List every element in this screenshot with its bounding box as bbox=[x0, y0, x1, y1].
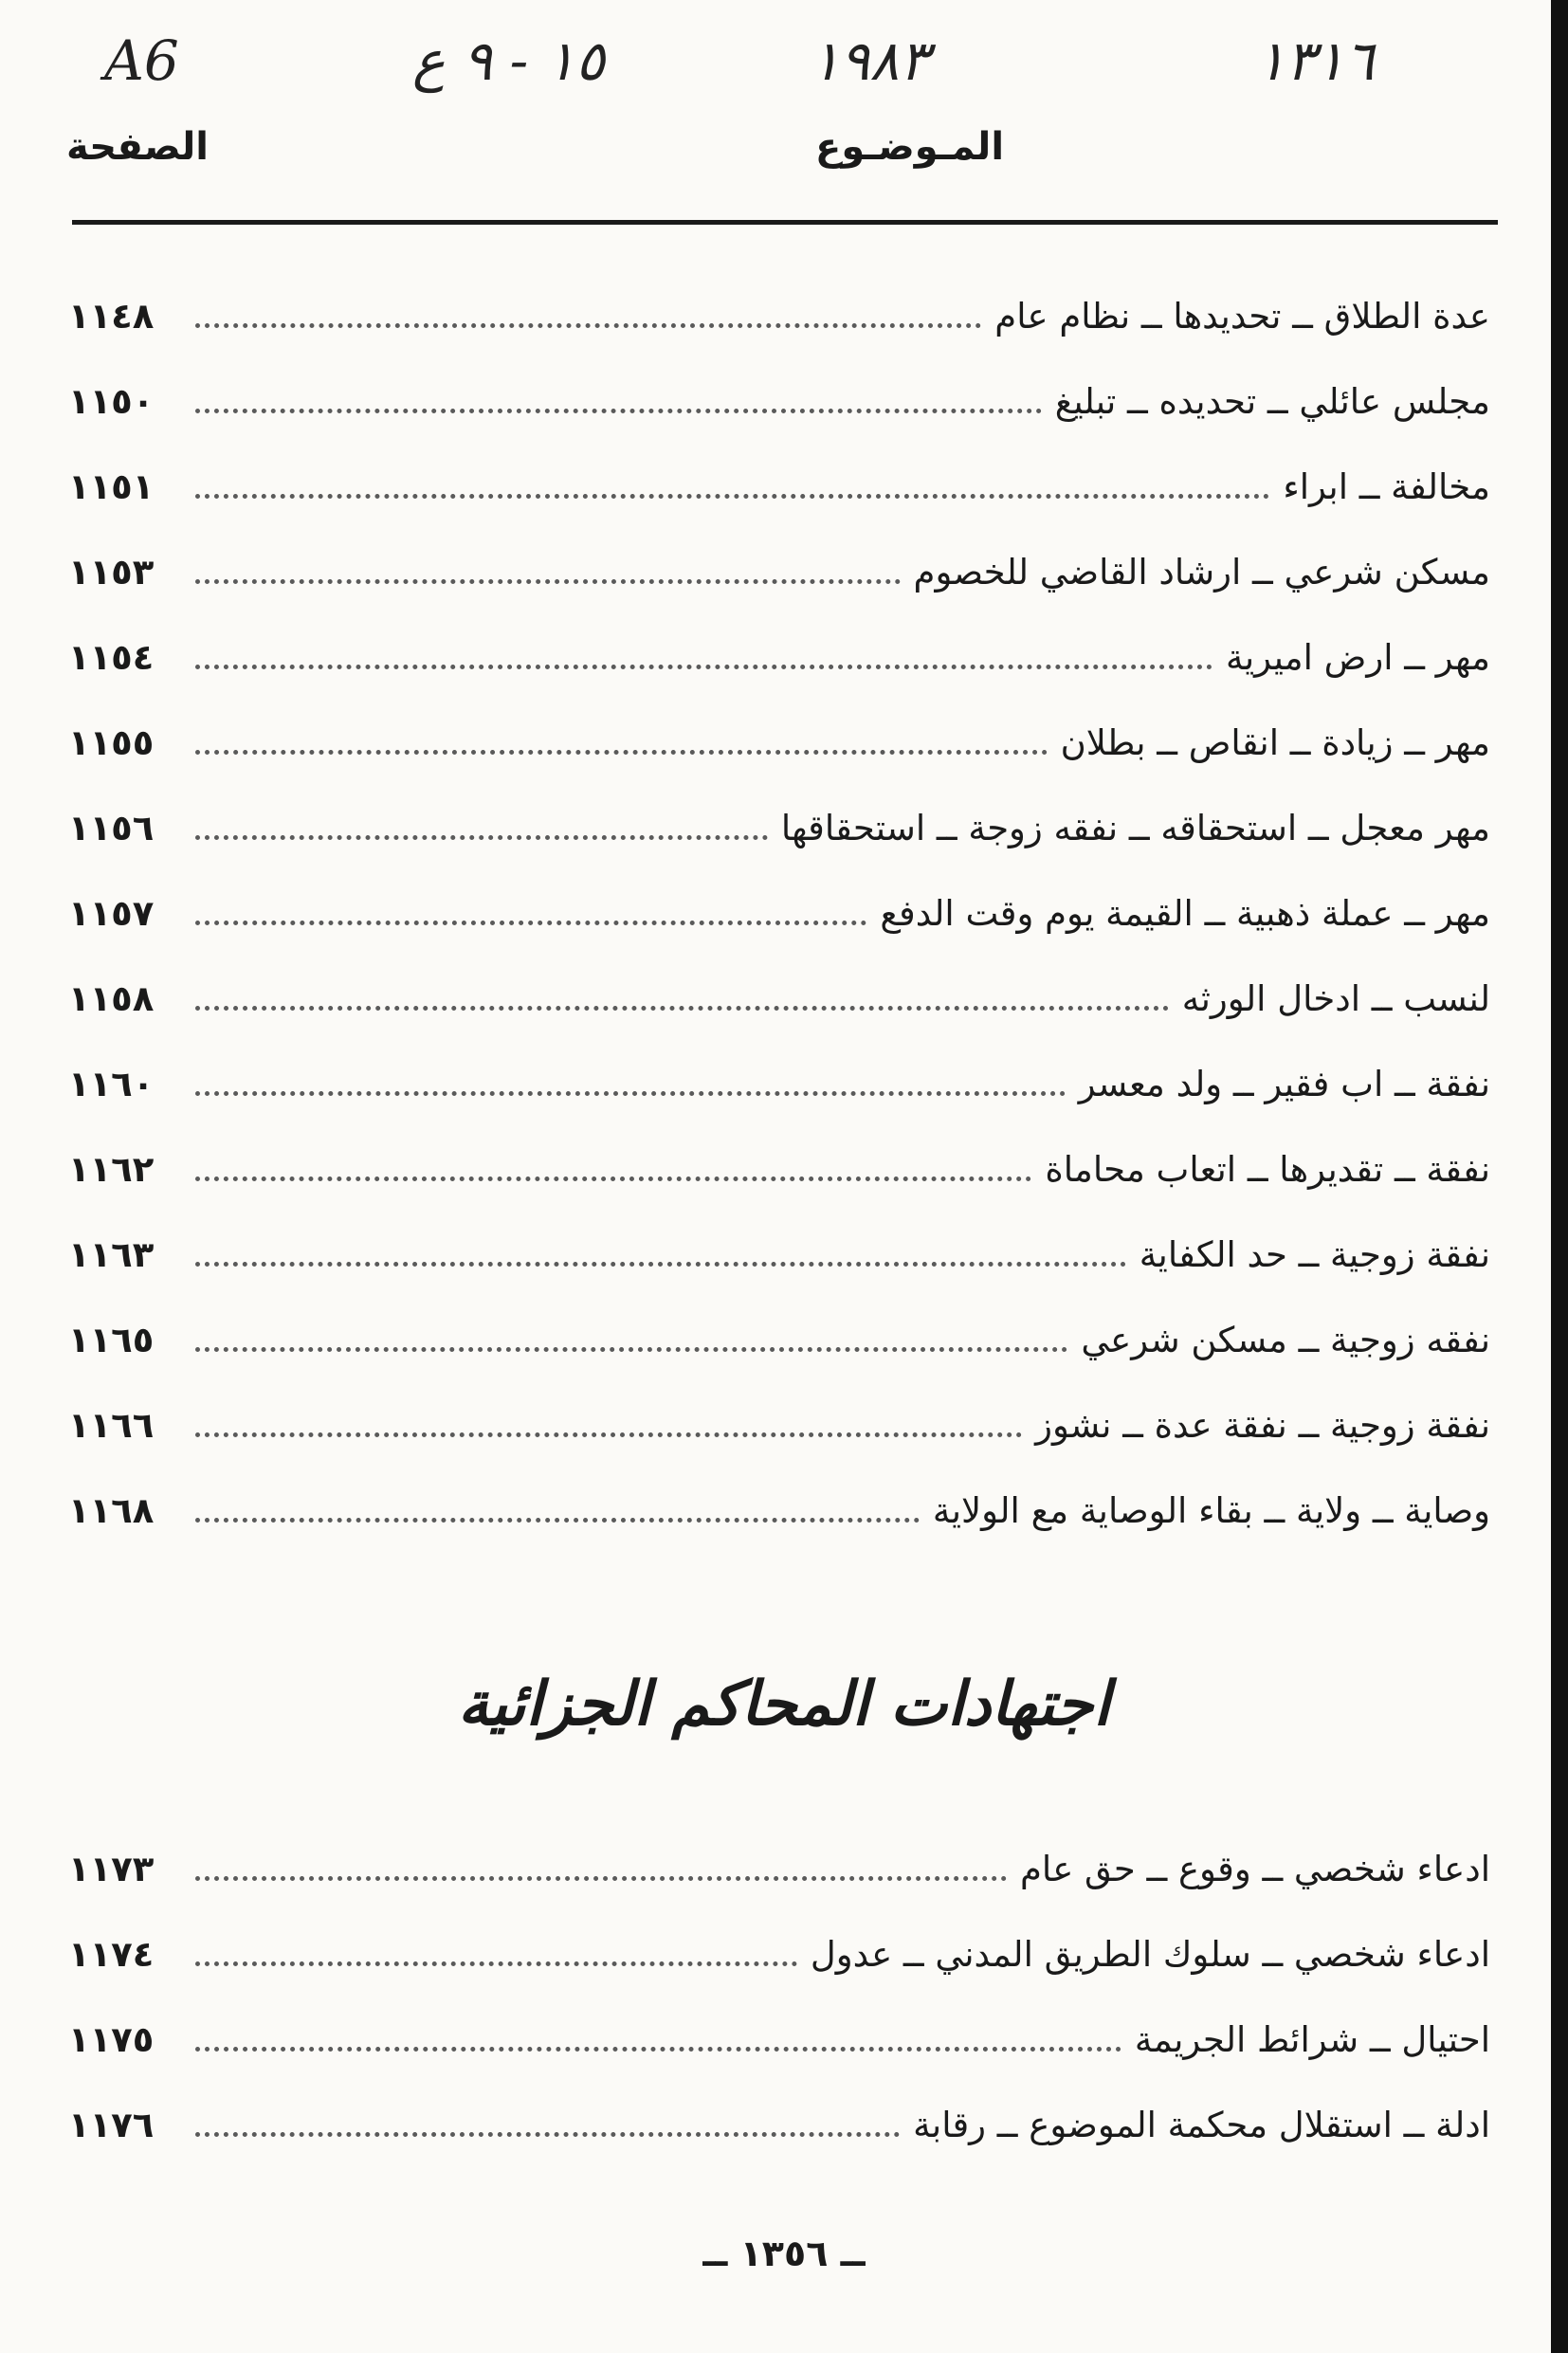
dot-leader bbox=[195, 749, 1048, 755]
toc-page-number: ١١٦٠ bbox=[68, 1064, 155, 1104]
toc-row bbox=[68, 296, 1490, 355]
toc-entry-text: نفقة ــ اب فقير ــ ولد معسر bbox=[1078, 1064, 1490, 1104]
dot-leader bbox=[195, 493, 1269, 499]
toc-entry-text: نفقة ــ تقديرها ــ اتعاب محاماة bbox=[1045, 1149, 1490, 1190]
toc-entry-text: نفقة زوجية ــ نفقة عدة ــ نشوز bbox=[1035, 1405, 1490, 1446]
dot-leader bbox=[195, 920, 866, 925]
toc-page-number: ١١٦٦ bbox=[68, 1405, 155, 1446]
page-number-footer: ــ ١٣٥٦ ــ bbox=[702, 2233, 866, 2274]
section-title: اجتهادات المحاكم الجزائية bbox=[457, 1669, 1111, 1740]
dot-leader bbox=[195, 664, 1212, 669]
toc-entry-text: نفقة زوجية ــ حد الكفاية bbox=[1139, 1234, 1490, 1275]
toc-entry-text: مهر ــ عملة ذهبية ــ القيمة يوم وقت الدفع bbox=[880, 893, 1490, 934]
toc-row bbox=[68, 1064, 1490, 1122]
toc-row bbox=[68, 1849, 1490, 1907]
dot-leader bbox=[195, 1176, 1031, 1181]
toc-entry-text: نفقه زوجية ــ مسكن شرعي bbox=[1081, 1320, 1490, 1360]
dot-leader bbox=[195, 1875, 1007, 1881]
toc-page-number: ١١٦٢ bbox=[68, 1149, 155, 1190]
toc-entry-text: مسكن شرعي ــ ارشاد القاضي للخصوم bbox=[913, 552, 1490, 593]
dot-leader bbox=[195, 2131, 900, 2137]
toc-page-number: ١١٥٠ bbox=[68, 381, 155, 422]
dot-leader bbox=[195, 1005, 1169, 1011]
toc-page-number: ١١٥٤ bbox=[68, 637, 155, 678]
toc-page-number: ١١٥٦ bbox=[68, 808, 155, 848]
toc-page-number: ١١٥١ bbox=[68, 466, 155, 507]
toc-page-number: ١١٦٥ bbox=[68, 1320, 155, 1360]
toc-entry-text: ادعاء شخصي ــ سلوك الطريق المدني ــ عدول bbox=[810, 1934, 1490, 1975]
toc-row bbox=[68, 2019, 1490, 2078]
toc-row bbox=[68, 893, 1490, 952]
toc-page-number: ١١٥٥ bbox=[68, 722, 155, 763]
toc-row bbox=[68, 1934, 1490, 1993]
toc-page-number: ١١٦٨ bbox=[68, 1490, 155, 1531]
toc-page-number: ١١٤٨ bbox=[68, 296, 155, 337]
toc-row bbox=[68, 637, 1490, 696]
dot-leader bbox=[195, 1090, 1066, 1096]
scan-edge bbox=[1551, 0, 1568, 2353]
toc-page-number: ١١٥٣ bbox=[68, 552, 155, 593]
toc-row bbox=[68, 552, 1490, 611]
dot-leader bbox=[195, 1432, 1022, 1437]
toc-entry-text: مهر ــ ارض اميرية bbox=[1226, 637, 1490, 678]
toc-row bbox=[68, 978, 1490, 1037]
toc-entry-text: مهر ــ زيادة ــ انقاص ــ بطلان bbox=[1060, 722, 1490, 763]
toc-row bbox=[68, 381, 1490, 440]
handwritten-note: ١٩٨٣ bbox=[811, 28, 929, 93]
toc-page-number: ١١٧٥ bbox=[68, 2019, 155, 2060]
dot-leader bbox=[195, 1261, 1126, 1267]
header-divider bbox=[72, 220, 1498, 225]
dot-leader bbox=[195, 1346, 1067, 1352]
toc-entry-text: وصاية ــ ولاية ــ بقاء الوصاية مع الولاية bbox=[932, 1490, 1490, 1531]
toc-entry-text: ادعاء شخصي ــ وقوع ــ حق عام bbox=[1020, 1849, 1490, 1889]
dot-leader bbox=[195, 408, 1042, 413]
toc-entry-text: ادلة ــ استقلال محكمة الموضوع ــ رقابة bbox=[913, 2105, 1490, 2145]
toc-row bbox=[68, 1320, 1490, 1378]
toc-entry-text: مخالفة ــ ابراء bbox=[1283, 466, 1490, 507]
dot-leader bbox=[195, 322, 981, 328]
toc-page-number: ١١٥٨ bbox=[68, 978, 155, 1019]
toc-row bbox=[68, 1490, 1490, 1549]
toc-row bbox=[68, 722, 1490, 781]
toc-row bbox=[68, 1149, 1490, 1208]
toc-page-number: ١١٧٤ bbox=[68, 1934, 155, 1975]
dot-leader bbox=[195, 2046, 1121, 2052]
toc-row bbox=[68, 466, 1490, 525]
toc-page-number: ١١٥٧ bbox=[68, 893, 155, 934]
dot-leader bbox=[195, 1517, 920, 1523]
dot-leader bbox=[195, 578, 901, 584]
dot-leader bbox=[195, 1961, 797, 1966]
toc-entry-text: لنسب ــ ادخال الورثه bbox=[1181, 978, 1490, 1019]
handwritten-note: ١٣١٦ bbox=[1256, 28, 1375, 93]
toc-entry-text: مجلس عائلي ــ تحديده ــ تبليغ bbox=[1054, 381, 1490, 422]
toc-entry-text: مهر معجل ــ استحقاقه ــ نفقه زوجة ــ استحقاقها bbox=[780, 808, 1490, 848]
handwritten-note: ١٥ - ٩ ع bbox=[412, 28, 605, 93]
handwritten-note: A6 bbox=[104, 28, 179, 93]
toc-row bbox=[68, 2105, 1490, 2163]
toc-entry-text: عدة الطلاق ــ تحديدها ــ نظام عام bbox=[994, 296, 1490, 337]
toc-row bbox=[68, 1234, 1490, 1293]
toc-entry-text: احتيال ــ شرائط الجريمة bbox=[1134, 2019, 1490, 2060]
subject-column-header: المـوضـوع bbox=[815, 125, 1005, 169]
toc-page-number: ١١٧٦ bbox=[68, 2105, 155, 2145]
toc-page-number: ١١٦٣ bbox=[68, 1234, 155, 1275]
dot-leader bbox=[195, 834, 768, 840]
page-column-header: الصفحة bbox=[66, 125, 210, 169]
toc-row bbox=[68, 1405, 1490, 1464]
toc-page-number: ١١٧٣ bbox=[68, 1849, 155, 1889]
toc-row bbox=[68, 808, 1490, 866]
